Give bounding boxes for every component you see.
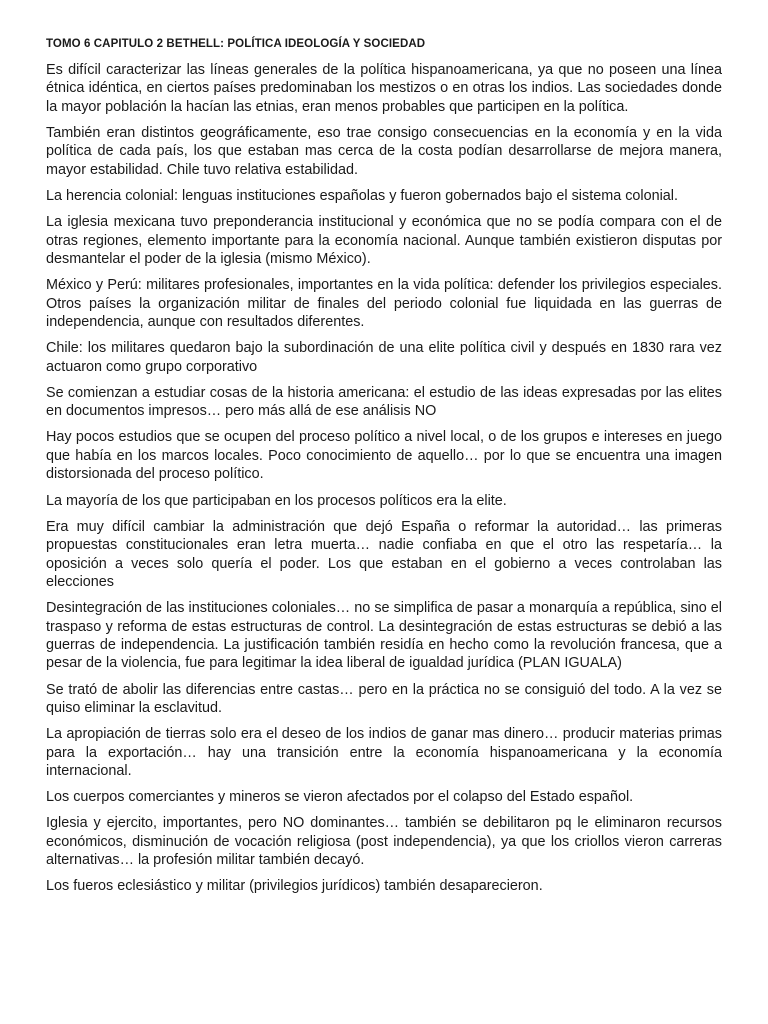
document-title: TOMO 6 CAPITULO 2 BETHELL: POLÍTICA IDEOLOGÍA Y SOCIEDAD bbox=[46, 38, 426, 50]
document-page bbox=[46, 36, 722, 904]
paragraph-local-politics: Hay pocos estudios que se ocupen del proceso político a nivel local, o de los grupos e intereses en juego que había en los marcos locales. Poco conocimiento de aquello… por lo que se encuentra una imagen distorsionada del proceso político. bbox=[46, 429, 722, 483]
paragraph-geography: También eran distintos geográficamente, eso trae consigo consecuencias en la economía y en la vida política de cada país, los que estaban mas cerca de la costa podían desarrollarse de mejora manera, mayor estabilidad. Chile tuvo relativa estabilidad. bbox=[46, 125, 722, 178]
paragraph-church-army: Iglesia y ejercito, importantes, pero NO dominantes… también se debilitaron pq le eliminaron recursos económicos, disminución de vocación religiosa (post independencia), ya que los criollos vieron carreras alternativas… la profesión militar también decayó. bbox=[46, 815, 722, 869]
paragraph-ethnic-lines: Es difícil caracterizar las líneas generales de la política hispanoamericana, ya que no poseen una línea étnica idéntica, en ciertos países predominaban los mestizos o en otras los indios. Las sociedades donde la mayor población la hacían las etnias, eran menos probables que participen en la política. bbox=[46, 62, 722, 115]
paragraph-elite: La mayoría de los que participaban en los procesos políticos era la elite. bbox=[46, 492, 507, 509]
paragraph-castes: Se trató de abolir las diferencias entre castas… pero en la práctica no se consiguió del todo. A la vez se quiso eliminar la esclavitud. bbox=[46, 681, 722, 716]
paragraph-chile-military: Chile: los militares quedaron bajo la subordinación de una elite política civil y después en 1830 rara vez actuaron como grupo corporativo bbox=[46, 340, 722, 375]
paragraph-administration: Era muy difícil cambiar la administración que dejó España o reformar la autoridad… las primeras propuestas constitucionales eran letra muerta… nadie confiaba en que el otro las respetaría… la oposición a veces solo quería el poder. Los que estaban en el gobierno a veces controlaban las elecciones bbox=[46, 518, 722, 590]
paragraph-colonial-heritage: La herencia colonial: lenguas instituciones españolas y fueron gobernados bajo el sistema colonial. bbox=[46, 188, 678, 205]
paragraph-mexico-peru-military: México y Perú: militares profesionales, importantes en la vida política: defender los privilegios especiales. Otros países la organización militar de finales del periodo colonial fue liquidada en las guerras de independencia, aunque con resultados diferentes. bbox=[46, 277, 722, 331]
paragraph-disintegration: Desintegración de las instituciones coloniales… no se simplifica de pasar a monarquía a república, sino el traspaso y reforma de estas estructuras de control. La desintegración de estas estructuras se debió a las guerras de independencia. La justificación también residía en hecho como la revolución francesa, que a pesar de la violencia, fue para legitimar la idea liberal de igualdad jurídica (PLAN IGUALA) bbox=[46, 600, 722, 672]
paragraph-history-studies: Se comienzan a estudiar cosas de la historia americana: el estudio de las ideas expresadas por las elites en documentos impresos… pero más allá de ese análisis NO bbox=[46, 384, 722, 420]
paragraph-mexican-church: La iglesia mexicana tuvo preponderancia institucional y económica que no se podía compara con el de otras regiones, elemento importante para la economía nacional. Aunque también existieron disputas por desmantelar el poder de la iglesia (mismo México). bbox=[46, 214, 722, 268]
paragraph-fueros: Los fueros eclesiástico y militar (privilegios jurídicos) también desaparecieron. bbox=[46, 878, 543, 895]
paragraph-land: La apropiación de tierras solo era el deseo de los indios de ganar mas dinero… producir materias primas para la exportación… hay una transición entre la economía hispanoamericana y la economía internacional. bbox=[46, 726, 722, 779]
paragraph-merchants: Los cuerpos comerciantes y mineros se vieron afectados por el colapso del Estado español. bbox=[46, 789, 634, 806]
